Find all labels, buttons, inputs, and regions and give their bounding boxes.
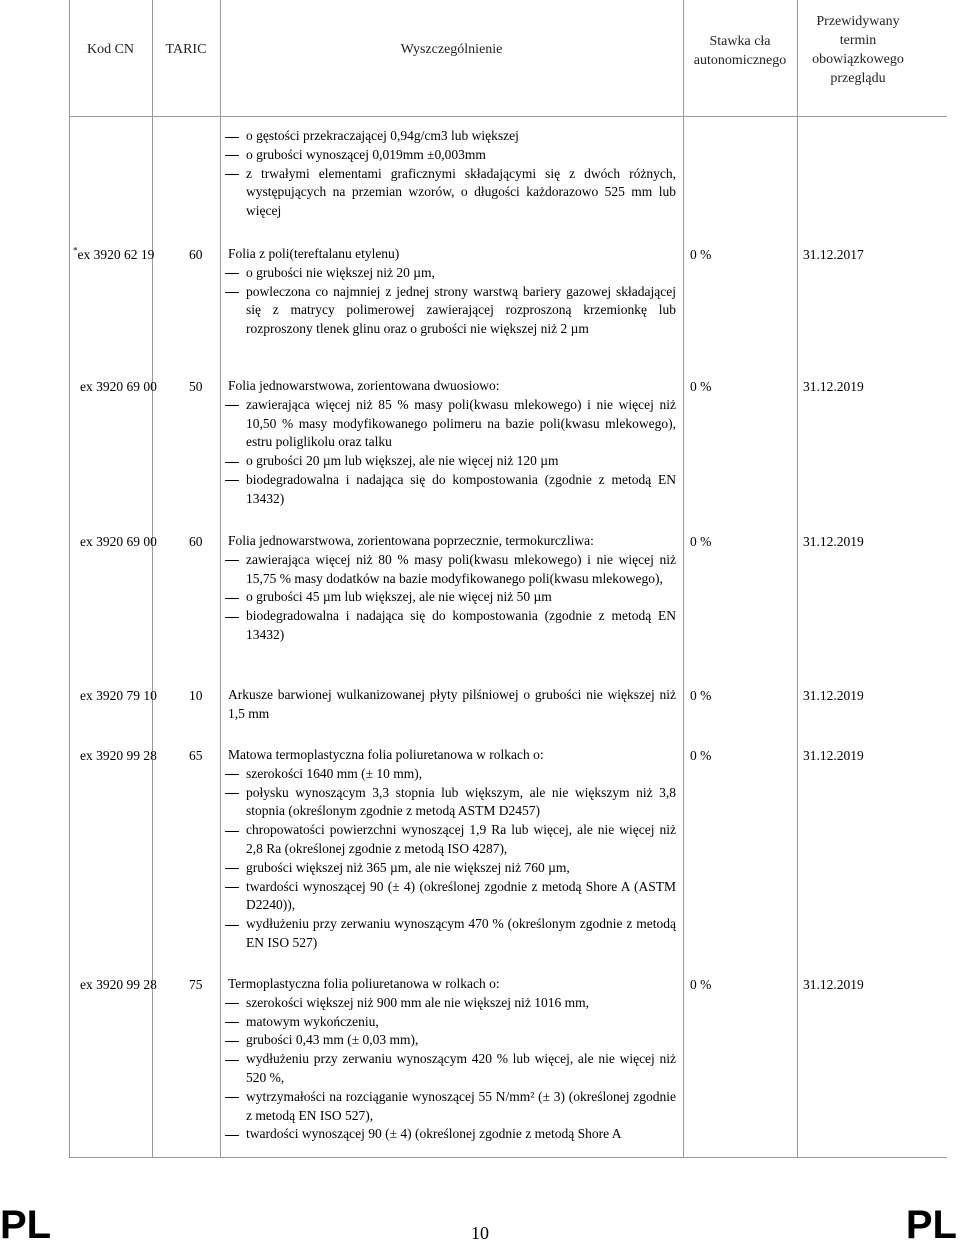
row-6-item-5: twardości wynoszącej 90 (± 4) (określonej zgodnie z metodą Shore A [228, 1125, 676, 1144]
header-review-line3: obowiązkowego [812, 52, 904, 67]
row-5-item-2: chropowatości powierzchni wynoszącej 1,9 Ra lub więcej, ale nie więcej niż 2,8 Ra (określonej zgodnie z metodą ISO 4287), [228, 821, 676, 859]
row-0-item-1: o grubości wynoszącej 0,019mm ±0,003mm [228, 146, 676, 165]
row-5-intro: Matowa termoplastyczna folia poliuretanowa w rolkach o: [228, 747, 544, 762]
header-taric: TARIC [165, 42, 207, 57]
row-5-item-4: twardości wynoszącej 90 (± 4) (określonej zgodnie z metodą Shore A (ASTM D2240)), [228, 878, 676, 916]
row-3-item-2: biodegradowalna i nadająca się do kompostowania (zgodnie z metodą EN 13432) [228, 607, 676, 645]
row-1-code-marker: * [73, 245, 78, 256]
header-rate [683, 32, 797, 70]
row-2-item-1: o grubości 20 µm lub większej, ale nie więcej niż 120 µm [228, 452, 676, 471]
row-3-item-0: zawierająca więcej niż 80 % masy poli(kwasu mlekowego) i nie więcej niż 15,75 % masy dodatków na bazie modyfikowanego poli(kwasu mlekowego), [228, 551, 676, 589]
header-review-line4: przeglądu [830, 71, 886, 86]
header-review-line1: Przewidywany [816, 14, 900, 29]
row-1-intro: Folia z poli(tereftalanu etylenu) [228, 246, 400, 261]
row-2-review-date: 31.12.2019 [803, 379, 864, 394]
row-5-item-3: grubości większej niż 365 µm, ale nie większej niż 760 µm, [228, 859, 676, 878]
row-6-intro: Termoplastyczna folia poliuretanowa w rolkach o: [228, 976, 500, 991]
row-6-item-0: szerokości większej niż 900 mm ale nie większej niż 1016 mm, [228, 994, 676, 1013]
header-rate-line2: autonomicznego [693, 53, 787, 68]
row-3-description [228, 532, 676, 645]
row-1-review-date: 31.12.2017 [803, 247, 864, 262]
row-0-description [228, 127, 676, 221]
row-5-item-0: szerokości 1640 mm (± 10 mm), [228, 765, 676, 784]
row-1-cn-code [73, 245, 154, 264]
row-4-review-date: 31.12.2019 [803, 688, 864, 703]
row-4-intro: Arkusze barwionej wulkanizowanej płyty pilśniowej o grubości nie większej niż 1,5 mm [228, 687, 676, 721]
row-1-item-0: o grubości nie większej niż 20 µm, [228, 264, 676, 283]
row-2-description [228, 377, 676, 509]
row-5-item-5: wydłużeniu przy zerwaniu wynoszącym 470 % (określonym zgodnie z metodą EN ISO 527) [228, 915, 676, 953]
row-5-rate: 0 % [690, 748, 712, 763]
row-3-review-date: 31.12.2019 [803, 534, 864, 549]
row-0-item-0: o gęstości przekraczającej 0,94g/cm3 lub większej [228, 127, 676, 146]
row-3-cn-code: ex 3920 69 00 [80, 534, 157, 549]
row-5-taric: 65 [189, 748, 203, 763]
row-3-item-1: o grubości 45 µm lub większej, ale nie więcej niż 50 µm [228, 588, 676, 607]
row-2-item-0: zawierająca więcej niż 85 % masy poli(kwasu mlekowego) i nie więcej niż 10,50 % masy modyfikowanego polimeru na bazie poli(kwasu mlekowego), estru poliglikolu oraz talku [228, 396, 676, 452]
row-6-review-date: 31.12.2019 [803, 977, 864, 992]
row-6-item-3: wydłużeniu przy zerwaniu wynoszącym 420 % lub więcej, ale nie więcej niż 520 %, [228, 1050, 676, 1088]
table-bottom-border [69, 1157, 947, 1158]
row-5-cn-code: ex 3920 99 28 [80, 748, 157, 763]
column-divider-rate [683, 0, 684, 1158]
row-6-item-1: matowym wykończeniu, [228, 1013, 676, 1032]
row-4-taric: 10 [189, 688, 203, 703]
row-4-rate: 0 % [690, 688, 712, 703]
row-1-code-text: ex 3920 62 19 [77, 247, 155, 262]
footer-language-left: PL [0, 1203, 52, 1247]
row-1-description [228, 245, 676, 339]
row-2-rate: 0 % [690, 379, 712, 394]
page-number: 10 [471, 1223, 489, 1243]
row-2-intro: Folia jednowarstwowa, zorientowana dwuosiowo: [228, 378, 500, 393]
row-6-item-4: wytrzymałości na rozciąganie wynoszącej 55 N/mm² (± 3) (określonej zgodnie z metodą EN ISO 527), [228, 1088, 676, 1126]
header-review [797, 12, 919, 88]
row-6-taric: 75 [189, 977, 203, 992]
row-1-item-1: powleczona co najmniej z jednej strony warstwą bariery gazowej składającej się z matrycy polimerowej zawierającej rozproszoną krzemionkę lub rozproszony tlenek glinu oraz o grubości nie większej niż 2 µm [228, 283, 676, 339]
row-5-item-1: połysku wynoszącym 3,3 stopnia lub większym, ale nie większym niż 3,8 stopnia (określonym zgodnie z metodą ASTM D2457) [228, 784, 676, 822]
footer-language-right: PL [905, 1203, 957, 1247]
header-kod-cn: Kod CN [86, 42, 135, 57]
row-3-taric: 60 [189, 534, 203, 549]
header-divider [69, 116, 947, 117]
row-6-description [228, 975, 676, 1144]
row-1-rate: 0 % [690, 247, 712, 262]
row-3-rate: 0 % [690, 534, 712, 549]
column-divider-review [797, 0, 798, 1158]
column-divider-description [220, 0, 221, 1158]
row-0-item-2: z trwałymi elementami graficznymi składającymi się z dwóch różnych, występujących na przemian wzorów, o długości każdorazowo 525 mm lub więcej [228, 165, 676, 221]
row-6-rate: 0 % [690, 977, 712, 992]
row-6-item-2: grubości 0,43 mm (± 0,03 mm), [228, 1031, 676, 1050]
row-4-cn-code: ex 3920 79 10 [80, 688, 157, 703]
row-5-review-date: 31.12.2019 [803, 748, 864, 763]
header-description: Wyszczególnienie [400, 42, 503, 57]
row-2-item-2: biodegradowalna i nadająca się do kompostowania (zgodnie z metodą EN 13432) [228, 471, 676, 509]
row-1-taric: 60 [189, 247, 203, 262]
row-2-taric: 50 [189, 379, 203, 394]
row-5-description [228, 746, 676, 953]
row-3-intro: Folia jednowarstwowa, zorientowana poprzecznie, termokurczliwa: [228, 533, 594, 548]
row-2-cn-code: ex 3920 69 00 [80, 379, 157, 394]
table-border-left [69, 0, 70, 1158]
header-rate-line1: Stawka cła [709, 34, 771, 49]
row-6-cn-code: ex 3920 99 28 [80, 977, 157, 992]
row-4-description [228, 686, 676, 724]
header-review-line2: termin [839, 33, 877, 48]
